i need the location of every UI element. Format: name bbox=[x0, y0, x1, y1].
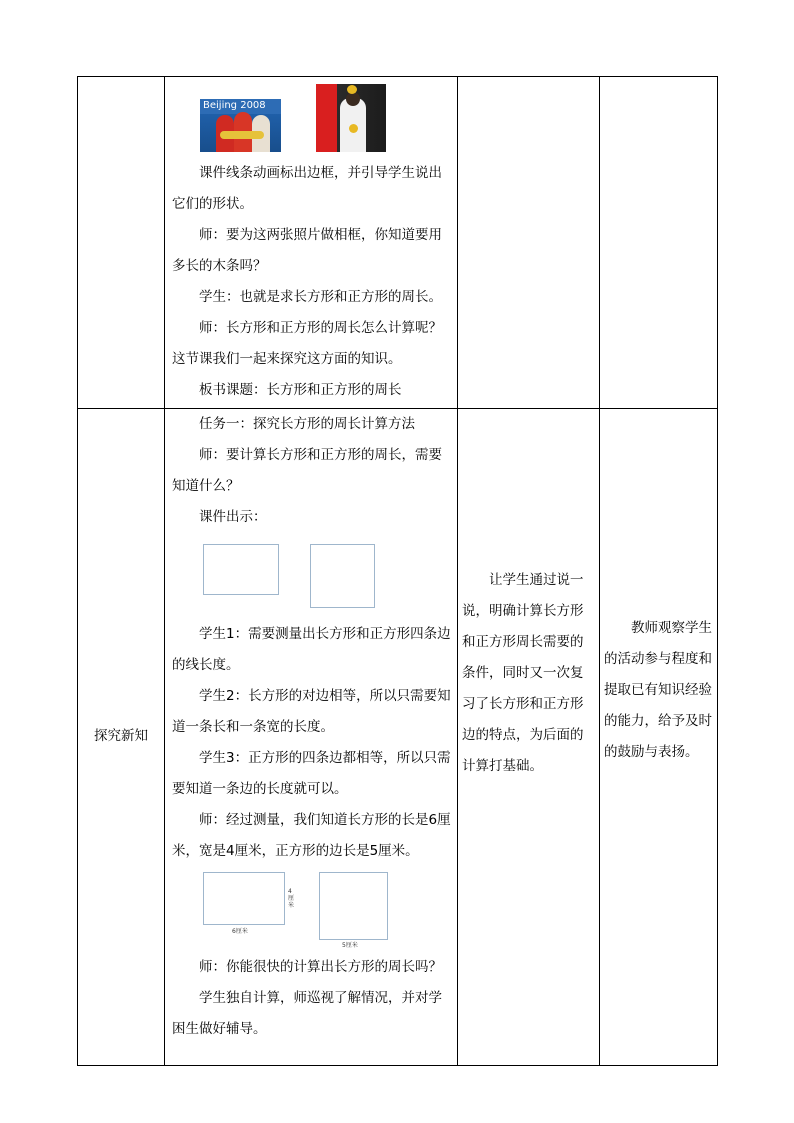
stage-label: 探究新知 bbox=[94, 728, 148, 744]
photo-podium bbox=[200, 99, 281, 152]
design-intent-text: 让学生通过说一说，明确计算长方形和正方形周长需要的条件，同时又一次复习了长方形和正方形边的特点，为后面的计算打基础。 bbox=[462, 572, 584, 774]
col-divider-3 bbox=[599, 76, 600, 1066]
paragraph: 师：经过测量，我们知道长方形的长是6厘米，宽是4厘米，正方形的边长是5厘米。 bbox=[172, 812, 451, 859]
paragraph: 课件出示： bbox=[199, 509, 267, 525]
photo-podium-caption: Beijing 2008 bbox=[203, 100, 266, 111]
row1-activity-text bbox=[172, 158, 452, 406]
rectangle-shape bbox=[203, 544, 279, 595]
paragraph: 师：要为这两张照片做相框，你知道要用多长的木条吗？ bbox=[172, 227, 442, 274]
lesson-plan-table bbox=[77, 76, 718, 1066]
rect-width-label: 4厘米 bbox=[288, 888, 295, 909]
paragraph: 师：长方形和正方形的周长怎么计算呢？这节课我们一起来探究这方面的知识。 bbox=[172, 320, 442, 367]
paragraph: 学生1：需要测量出长方形和正方形四条边的线长度。 bbox=[172, 626, 451, 673]
rectangle-shape-labeled bbox=[203, 872, 285, 925]
paragraph: 学生3：正方形的四条边都相等，所以只需要知道一条边的长度就可以。 bbox=[172, 750, 451, 797]
table-top-border bbox=[77, 76, 718, 77]
gold-medal bbox=[347, 85, 357, 94]
paragraph: 学生：也就是求长方形和正方形的周长。 bbox=[199, 289, 442, 305]
square-shape-labeled bbox=[319, 872, 388, 940]
flower-bouquet bbox=[220, 131, 264, 139]
paragraph: 学生2：长方形的对边相等，所以只需要知道一条长和一条宽的长度。 bbox=[172, 688, 451, 735]
col-border-left bbox=[77, 76, 78, 1066]
paragraph: 师：你能很快的计算出长方形的周长吗？ bbox=[199, 959, 442, 975]
row2-activity-mid bbox=[172, 619, 452, 867]
col-divider-2 bbox=[457, 76, 458, 1066]
paragraph: 板书课题：长方形和正方形的周长 bbox=[199, 382, 402, 398]
rect-length-label: 6厘米 bbox=[232, 928, 248, 935]
square-shape bbox=[310, 544, 375, 608]
row2-activity-bottom bbox=[172, 952, 452, 1045]
paragraph: 任务一：探究长方形的周长计算方法 bbox=[199, 416, 415, 432]
col-divider-1 bbox=[164, 76, 165, 1066]
athlete-head bbox=[346, 92, 360, 106]
col-border-right bbox=[717, 76, 718, 1066]
paragraph: 学生独自计算，师巡视了解情况，并对学困生做好辅导。 bbox=[172, 990, 442, 1037]
photo-athlete-medal bbox=[316, 84, 386, 152]
evaluation-text: 教师观察学生的活动参与程度和提取已有知识经验的能力，给予及时的鼓励与表扬。 bbox=[604, 620, 712, 760]
square-side-label: 5厘米 bbox=[342, 942, 358, 949]
table-bottom-border bbox=[77, 1065, 718, 1066]
row2-activity-top bbox=[172, 409, 452, 533]
gold-medal bbox=[349, 124, 358, 133]
paragraph: 课件线条动画标出边框，并引导学生说出它们的形状。 bbox=[172, 165, 442, 212]
paragraph: 师：要计算长方形和正方形的周长，需要知道什么？ bbox=[172, 447, 442, 494]
